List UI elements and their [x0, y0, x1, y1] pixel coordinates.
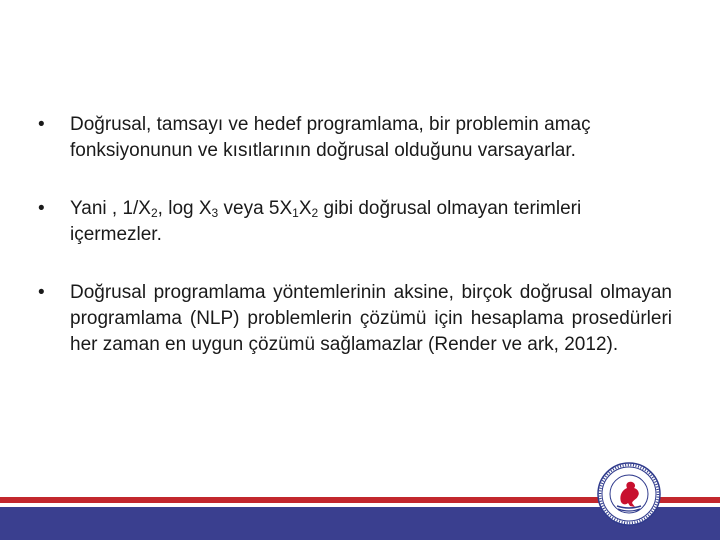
text-part: veya 5X — [218, 198, 293, 219]
text-part: , log X — [157, 198, 212, 219]
university-seal-icon — [597, 462, 661, 526]
bullet-text: Doğrusal programlama yöntemlerinin aksine, birçok doğrusal olmayan programlama (NLP) problemlerin çözümü için hesaplama prosedürleri her zaman en uygun çözümü sağlamazlar (Render ve ark, 2012). — [70, 282, 672, 355]
text-part: X — [298, 198, 312, 219]
subscript: 2 — [150, 206, 158, 220]
bullet-text — [70, 198, 581, 245]
text-part: gibi doğrusal olmayan terimleri içermezler. — [70, 198, 582, 245]
bullet-dot: • — [38, 198, 45, 219]
subscript: 3 — [211, 206, 219, 220]
subscript: 2 — [311, 206, 319, 220]
subscript: 1 — [292, 206, 299, 220]
bullet-list — [38, 112, 672, 390]
bullet-dot: • — [38, 282, 45, 303]
bullet-text: Doğrusal, tamsayı ve hedef programlama, bir problemin amaç fonksiyonunun ve kısıtlarının doğrusal olduğunu varsayarlar. — [70, 114, 591, 161]
bullet-item-3 — [38, 280, 672, 358]
text-part: Yani , 1/X — [70, 198, 151, 219]
bullet-item-2 — [38, 196, 672, 248]
bullet-item-1 — [38, 112, 672, 164]
bullet-dot: • — [38, 114, 45, 135]
